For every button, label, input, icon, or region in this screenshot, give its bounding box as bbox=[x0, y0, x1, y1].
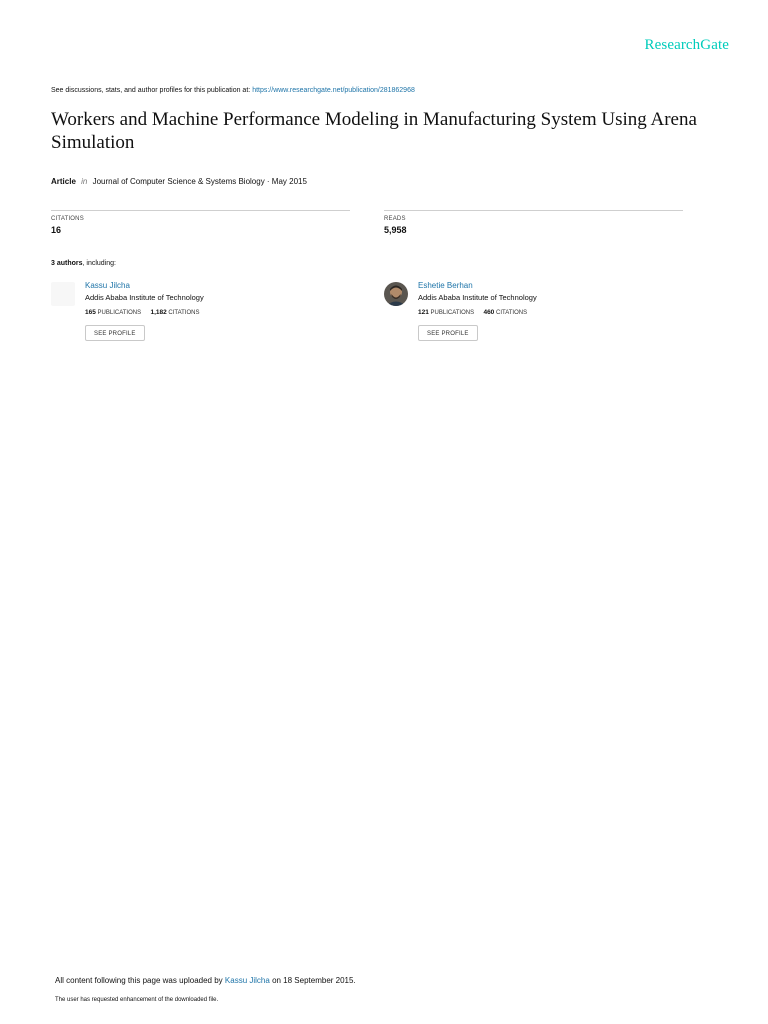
avatar-photo-icon bbox=[384, 282, 408, 306]
author-name[interactable]: Eshetie Berhan bbox=[418, 281, 473, 290]
uploader-link[interactable]: Kassu Jilcha bbox=[224, 976, 270, 985]
citations-stat bbox=[51, 210, 350, 235]
authors-heading-suffix: , including: bbox=[82, 260, 116, 267]
author-name[interactable]: Kassu Jilcha bbox=[85, 281, 130, 290]
upload-suffix: on 18 September 2015. bbox=[272, 976, 356, 985]
publication-type: Article bbox=[51, 177, 76, 186]
enhancement-note: The user has requested enhancement of the downloaded file. bbox=[55, 997, 219, 1003]
publications-label: PUBLICATIONS bbox=[430, 310, 475, 316]
publication-link[interactable]: https://www.researchgate.net/publication/281862968 bbox=[252, 87, 415, 94]
author-stats bbox=[85, 309, 200, 316]
authors-count: 3 authors bbox=[51, 260, 83, 267]
citations-count: 1,182 bbox=[150, 309, 167, 316]
reads-stat bbox=[384, 210, 683, 235]
divider bbox=[51, 210, 350, 211]
author-card bbox=[51, 280, 331, 344]
author-institution: Addis Ababa Institute of Technology bbox=[85, 293, 204, 302]
citations-label: CITATIONS bbox=[51, 216, 84, 222]
reads-value: 5,958 bbox=[384, 225, 407, 235]
see-profile-button[interactable]: SEE PROFILE bbox=[418, 325, 478, 341]
discussion-line bbox=[51, 87, 415, 94]
publications-count: 165 bbox=[85, 309, 96, 316]
publication-meta bbox=[51, 177, 307, 186]
author-card bbox=[384, 280, 664, 344]
author-institution: Addis Ababa Institute of Technology bbox=[418, 293, 537, 302]
publication-title: Workers and Machine Performance Modeling in Manufacturing System Using Arena Simulation bbox=[51, 109, 697, 153]
citations-label: CITATIONS bbox=[168, 310, 200, 316]
see-profile-button[interactable]: SEE PROFILE bbox=[85, 325, 145, 341]
upload-prefix: All content following this page was uploaded by bbox=[55, 976, 223, 985]
publications-label: PUBLICATIONS bbox=[97, 310, 142, 316]
in-label: in bbox=[81, 177, 88, 186]
reads-label: READS bbox=[384, 216, 406, 222]
publications-count: 121 bbox=[418, 309, 429, 316]
discussion-prefix: See discussions, stats, and author profiles for this publication at: bbox=[51, 87, 251, 94]
upload-note bbox=[55, 976, 356, 985]
authors-heading bbox=[51, 260, 116, 267]
divider bbox=[384, 210, 683, 211]
author-stats bbox=[418, 309, 527, 316]
citations-count: 460 bbox=[483, 309, 495, 316]
citations-value: 16 bbox=[51, 225, 62, 235]
avatar[interactable] bbox=[51, 282, 75, 306]
researchgate-logo[interactable]: ResearchGate bbox=[644, 37, 729, 53]
avatar[interactable] bbox=[384, 282, 408, 306]
publication-venue: Journal of Computer Science & Systems Biology · May 2015 bbox=[92, 177, 307, 186]
citations-label: CITATIONS bbox=[495, 310, 528, 316]
